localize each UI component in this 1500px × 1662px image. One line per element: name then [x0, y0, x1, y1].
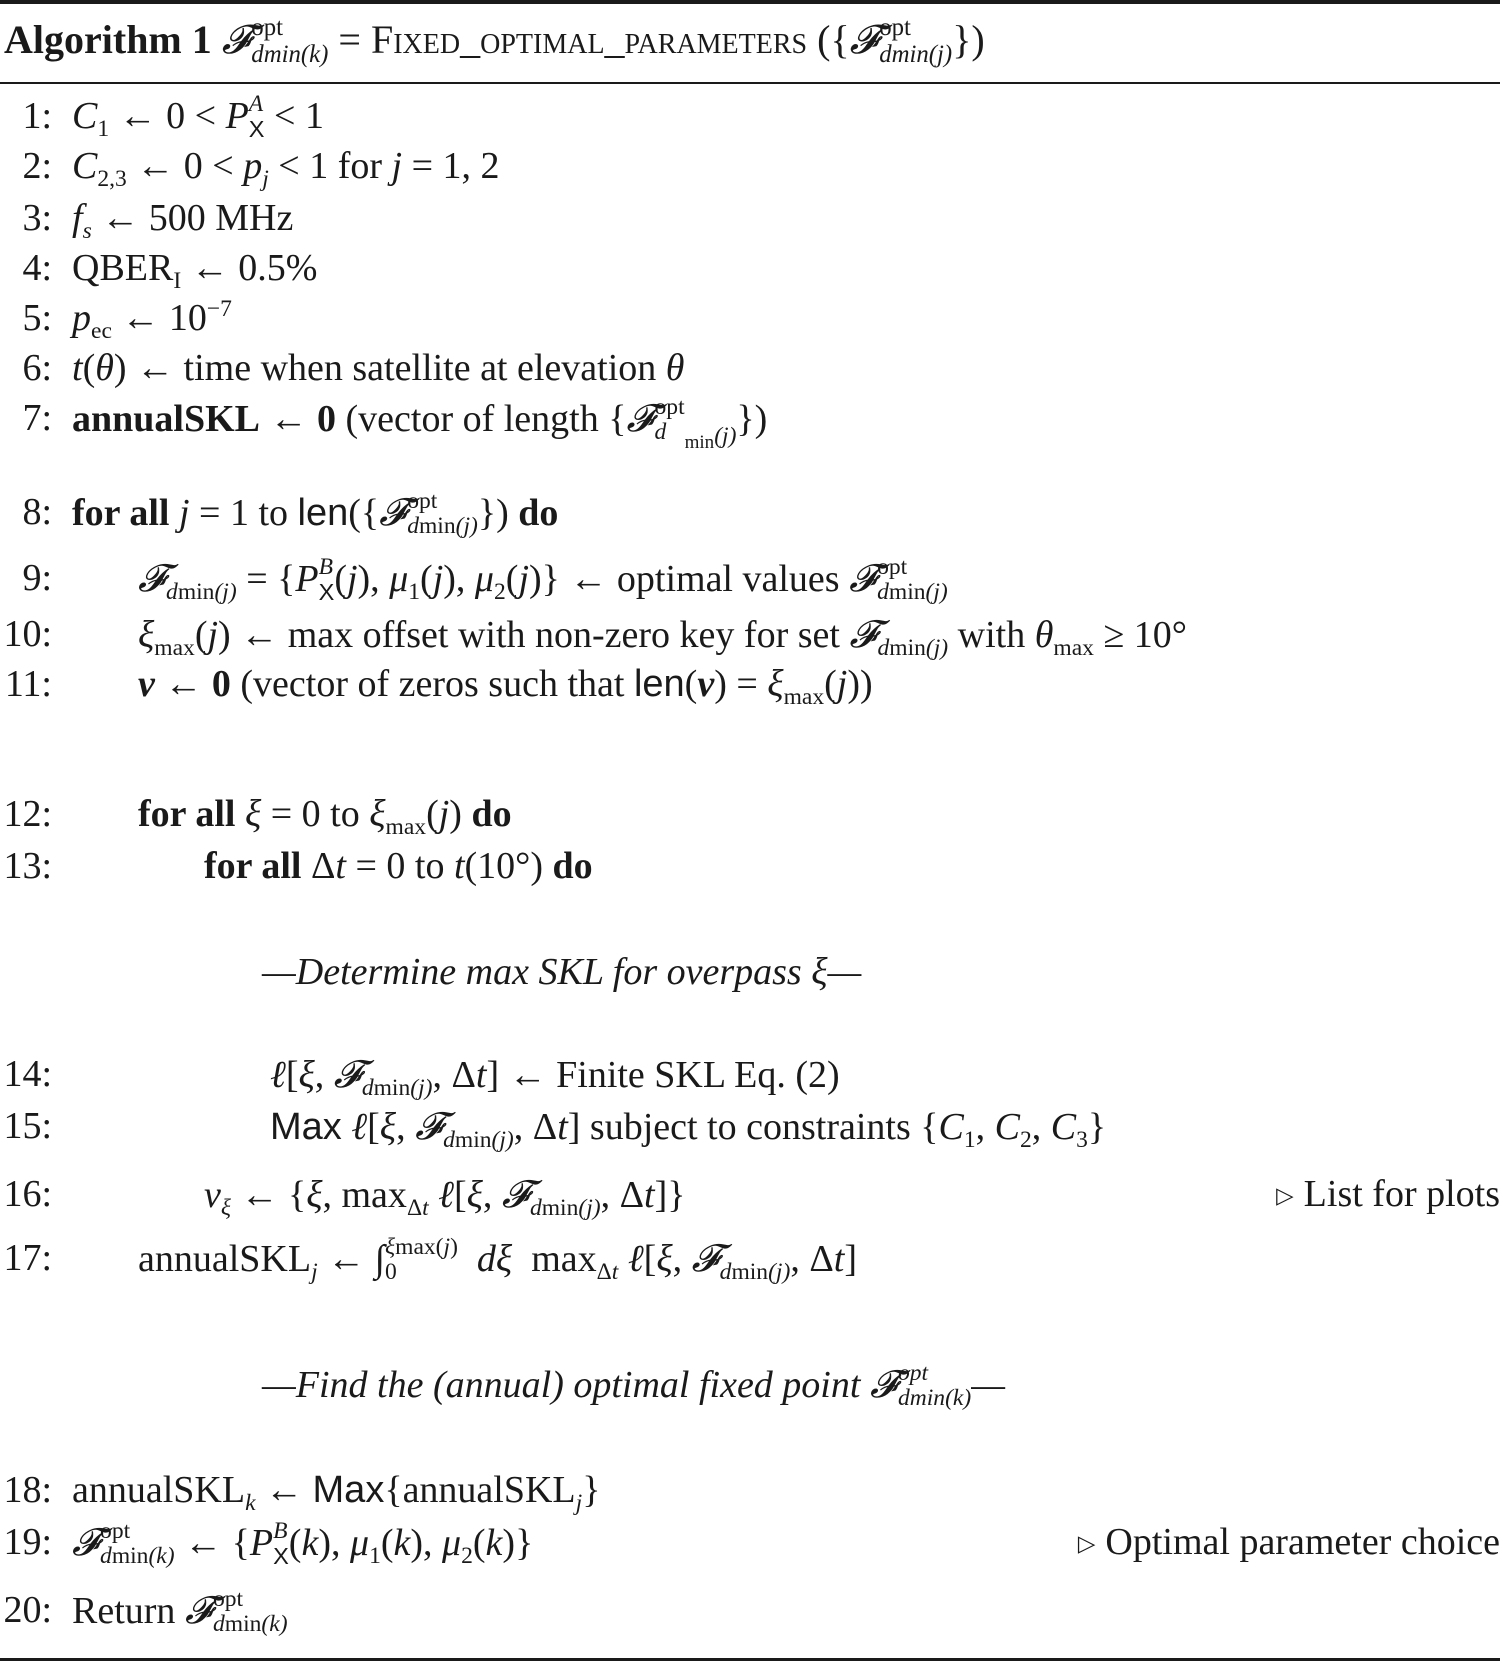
argument-close: }): [952, 17, 985, 62]
lhs-scripts: opt dmin(k): [251, 14, 329, 68]
algorithm-label: Algorithm 1: [4, 17, 212, 62]
section-comment-determine: —Determine max SKL for overpass ξ—: [262, 951, 862, 993]
line-number: 8:: [22, 491, 52, 533]
comment-triangle-icon: ▷: [1077, 1530, 1096, 1556]
line-number: 10:: [3, 613, 52, 655]
line-number: 5:: [22, 297, 52, 339]
top-rule: [0, 0, 1500, 4]
line-number: 2:: [22, 145, 52, 187]
line-body: for all j = 1 to len({𝓕 opt dmin(j) }) do: [72, 487, 559, 540]
line-body: v ← 0 (vector of zeros such that $len(v) = \xi_{max}(j)$): [138, 663, 873, 711]
line-body: $\xi_{max}(j)$ ← max offset with non-zero key for set 𝓕$_{dmin(j)}$ with $\theta_{max} \ge 10^\circ$: [138, 612, 1187, 662]
line-body: annualSKL$_k$ ← Max{annualSKL$_j$}: [72, 1469, 601, 1517]
line-number: 14:: [3, 1053, 52, 1095]
equals-sign: =: [338, 17, 361, 62]
comment-triangle-icon: ▷: [1276, 1182, 1294, 1208]
line-body: $C_1$ ← 0 < P A X < 1: [72, 90, 324, 143]
line-body: $f_s$ ← 500 MHz: [72, 197, 294, 245]
line-number: 17:: [3, 1237, 52, 1279]
line-body: 𝓕 opt dmin(k) ← {P B X (k), $\mu_1(k)$, $\mu_2(k)$}: [72, 1517, 534, 1570]
line-number: 19:: [3, 1521, 52, 1563]
line-number: 3:: [22, 197, 52, 239]
line-number: 16:: [3, 1173, 52, 1215]
bottom-rule: [0, 1658, 1500, 1661]
line-number: 7:: [22, 397, 52, 439]
line-number: 15:: [3, 1105, 52, 1147]
line-body: Max ℓ[ξ, 𝓕$_{dmin(j)}$, Δt] subject to constraints {$C_1$, $C_2$, $C_3$}: [270, 1104, 1107, 1154]
algorithm-line-19: [0, 1517, 1500, 1570]
argument-open: ({: [817, 17, 850, 62]
procedure-name: Fixed_optimal_parameters: [370, 17, 808, 62]
line-comment: ▷ Optimal parameter choice: [1077, 1521, 1500, 1563]
caption-rule: [0, 82, 1500, 84]
line-body: 𝓕$_{dmin(j)}$ = {P B X (j), $\mu_1(j)$, $\mu_2(j)$} ← optimal values 𝓕 opt dmin(j): [138, 553, 948, 606]
line-number: 12:: [3, 793, 52, 835]
line-body: $v_\xi$ ← {ξ, $\max_{\Delta t}$ ℓ[ξ, 𝓕$_{dmin(j)}$, Δt]}: [204, 1172, 686, 1222]
line-body: for all ξ = 0 to $\xi_{max}(j)$ do: [138, 793, 512, 841]
line-body: annualSKL$_j$ ← ∫ ξmax(j) 0 dξ $\max_{\Delta t}$ ℓ[ξ, 𝓕$_{dmin(j)}$, Δt]: [138, 1233, 857, 1286]
line-number: 9:: [22, 557, 52, 599]
line-body: t(θ) ← time when satellite at elevation θ: [72, 347, 685, 389]
line-number: 4:: [22, 247, 52, 289]
line-body: Return 𝓕 opt dmin(k): [72, 1585, 288, 1638]
line-body: ℓ[ξ, 𝓕$_{dmin(j)}$, Δt] ← Finite SKL Eq. (2): [270, 1052, 840, 1102]
line-body: $C_{2,3}$ ← $0 < p_j < 1$ for j = 1, 2: [72, 145, 500, 193]
line-number: 11:: [4, 663, 52, 705]
argument-scripts: opt dmin(j): [879, 14, 953, 68]
line-comment: ▷ List for plots: [1276, 1173, 1500, 1215]
section-comment-find: —Find the (annual) optimal fixed point 𝓕 opt dmin(k) —: [262, 1359, 1006, 1412]
line-number: 13:: [3, 845, 52, 887]
line-number: 6:: [22, 347, 52, 389]
line-body: $QBER_I$ ← 0.5%: [72, 247, 318, 295]
line-body: $p_{ec}$ ← $10^{-7}$: [72, 295, 232, 345]
algorithm-caption: Algorithm 1 𝓕 opt dmin(k) = Fixed_optimal_parameters ({𝓕 opt dmin(j) }): [4, 14, 985, 68]
line-number: 20:: [3, 1589, 52, 1631]
line-body: annualSKL ← 0 (vector of length {𝓕 opt d $_{min(j)}$}): [72, 393, 768, 454]
line-number: 1:: [22, 95, 52, 137]
line-number: 18:: [3, 1469, 52, 1511]
algorithm-line-16: [0, 1172, 1500, 1222]
lhs-symbol: 𝓕: [221, 17, 252, 63]
line-body: for all Δt = 0 to t(10°) do: [204, 845, 593, 887]
